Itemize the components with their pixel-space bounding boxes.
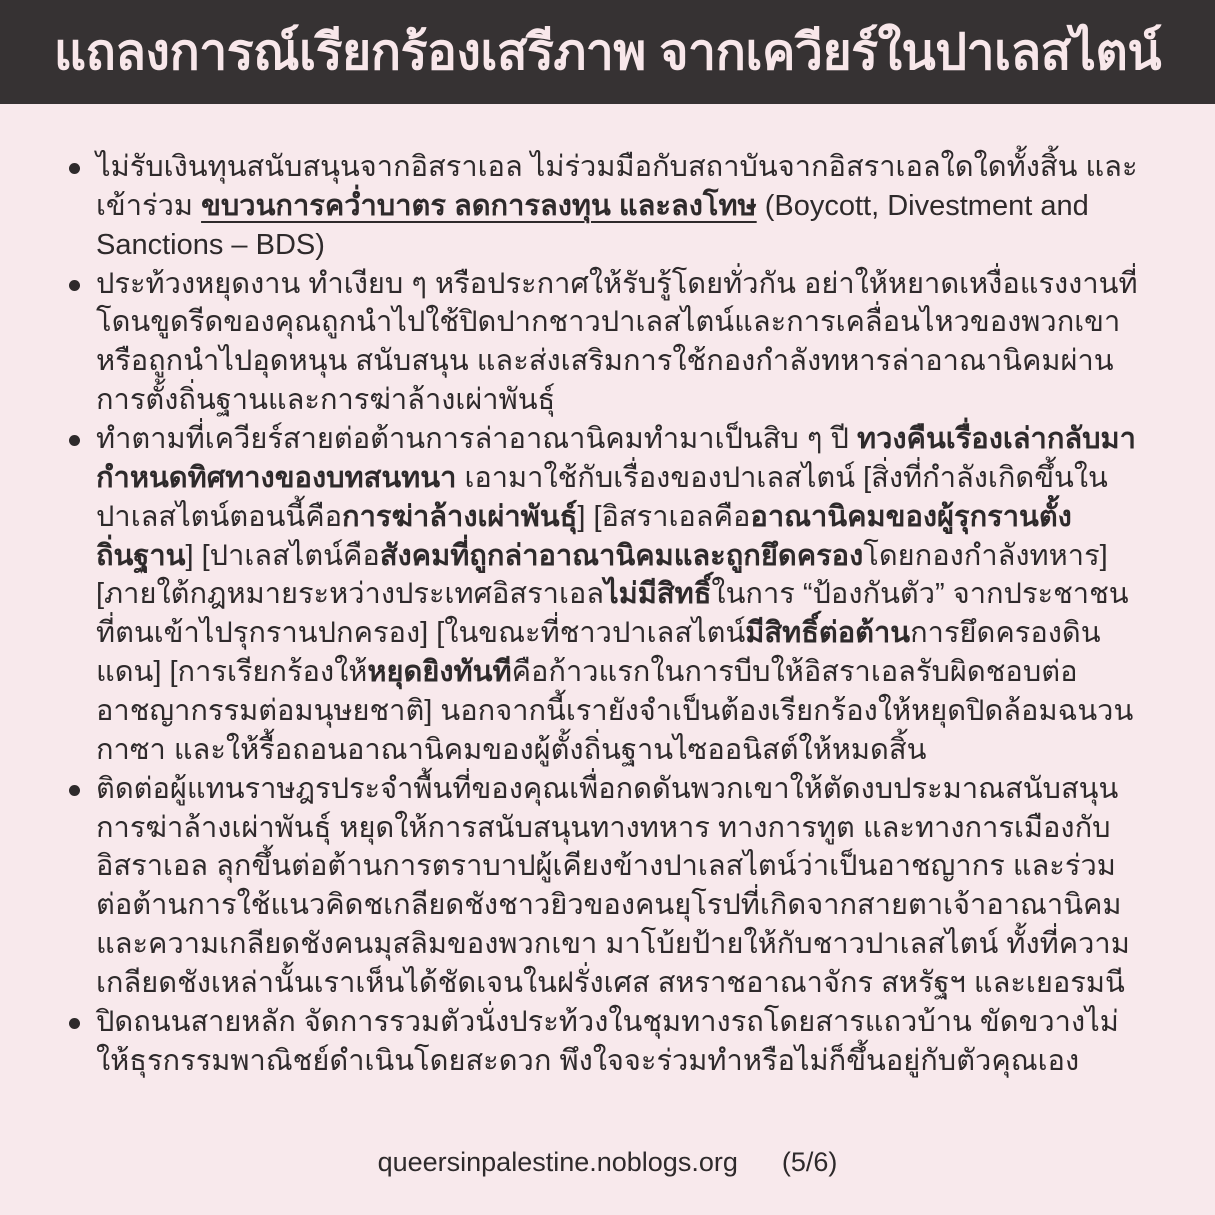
bullet-text-segment: ทำตามที่เควียร์สายต่อต้านการล่าอาณานิคมทำมาเป็นสิบ ๆ ปี <box>96 423 857 456</box>
bullet-text-segment: ไม่มีสิทธิ์ <box>604 578 712 611</box>
bullet-text-segment: อาณานิคมของผู้รุกรานตั้งถิ่นฐาน <box>96 500 1072 572</box>
bullet-text-segment: ] [ปาเลสไตน์คือ <box>185 539 380 572</box>
bullet-item <box>62 1003 1139 1081</box>
bullet-text-segment: เอามาใช้กับเรื่องของปาเลสไตน์ [สิ่งที่กำลังเกิดขึ้นในปาเลสไตน์ตอนนี้คือ <box>96 461 1108 533</box>
footer <box>0 1147 1215 1178</box>
bullet-text-segment: ขบวนการคว่ำบาตร ลดการลงทุน และลงโทษ <box>201 189 757 222</box>
statement-body <box>0 104 1215 1081</box>
bullet-item <box>62 148 1139 265</box>
page-title: แถลงการณ์เรียกร้องเสรีภาพ จากเควียร์ในปาเลสไตน์ <box>53 23 1162 80</box>
title-bar <box>0 0 1215 104</box>
bullet-list <box>62 148 1139 1081</box>
bullet-text-segment: การยึดครองดินแดน] [การเรียกร้องให้ <box>96 617 1101 689</box>
bullet-item <box>62 770 1139 1003</box>
bullet-text-segment: ประท้วงหยุดงาน ทำเงียบ ๆ หรือประกาศให้รับรู้โดยทั่วกัน อย่าให้หยาดเหงื่อแรงงานที่โดนขูดรีดของคุณถูกนำไปใช้ปิดปากชาวปาเลสไตน์และการเคลื่อนไหวของพวกเขา หรือถูกนำไปอุดหนุน สนับสนุน และส่งเสริมการใช้กองกำลังทหารล่าอาณานิคมผ่านการตั้งถิ่นฐานและการฆ่าล้างเผ่าพันธุ์ <box>96 267 1138 417</box>
bullet-text-segment: ในการ “ป้องกันตัว” จากประชาชนที่ตนเข้าไปรุกรานปกครอง] [ในขณะที่ชาวปาเลสไตน์ <box>96 578 1129 650</box>
bullet-text-segment: (Boycott, Divestment and Sanctions – BDS) <box>96 189 1089 261</box>
source-url: queersinpalestine.noblogs.org <box>377 1147 738 1177</box>
bullet-text-segment: การฆ่าล้างเผ่าพันธุ์ <box>342 500 578 533</box>
bullet-item <box>62 420 1139 770</box>
page-indicator: (5/6) <box>781 1147 838 1177</box>
bullet-text-segment: ติดต่อผู้แทนราษฎรประจำพื้นที่ของคุณเพื่อกดดันพวกเขาให้ตัดงบประมาณสนับสนุนการฆ่าล้างเผ่าพันธุ์ หยุดให้การสนับสนุนทางทหาร ทางการทูต และทางการเมืองกับอิสราเอล ลุกขึ้นต่อต้านการตราบาปผู้เคียงข้างปาเลสไตน์ว่าเป็นอาชญากร และร่วมต่อต้านการใช้แนวคิดชเกลียดชังชาวยิวของคนยุโรปที่เกิดจากสายตาเจ้าอาณานิคมและความเกลียดชังคนมุสลิมของพวกเขา มาโบ้ยป้ายให้กับชาวปาเลสไตน์ ทั้งที่ความเกลียดชังเหล่านั้นเราเห็นได้ชัดเจนในฝรั่งเศส สหราชอาณาจักร สหรัฐฯ และเยอรมนี <box>96 772 1130 1000</box>
bullet-text-segment: คือก้าวแรกในการบีบให้อิสราเอลรับผิดชอบต่ออาชญากรรมต่อมนุษยชาติ] นอกจากนี้เรายังจำเป็นต้องเรียกร้องให้หยุดปิดล้อมฉนวนกาซา และให้รื้อถอนอาณานิคมของผู้ตั้งถิ่นฐานไซออนิสต์ให้หมดสิ้น <box>96 656 1134 766</box>
bullet-item <box>62 265 1139 420</box>
bullet-text-segment: โดยกองกำลังทหาร] [ภายใต้กฎหมายระหว่างประเทศอิสราเอล <box>96 539 1108 611</box>
bullet-text-segment: สังคมที่ถูกล่าอาณานิคมและถูกยึดครอง <box>379 539 864 572</box>
bullet-text-segment: หยุดยิงทันที <box>367 656 512 689</box>
bullet-text-segment: ไม่รับเงินทุนสนับสนุนจากอิสราเอล ไม่ร่วมมือกับสถาบันจากอิสราเอลใดใดทั้งสิ้น และเข้าร่วม <box>96 151 1138 222</box>
bullet-text-segment: ] [อิสราเอลคือ <box>577 500 751 533</box>
bullet-text-segment: ทวงคืนเรื่องเล่ากลับมา กำหนดทิศทางของบทสนทนา <box>96 423 1136 494</box>
bullet-text-segment: ปิดถนนสายหลัก จัดการรวมตัวนั่งประท้วงในชุมทางรถโดยสารแถวบ้าน ขัดขวางไม่ให้ธุรกรรมพาณิชย์ดำเนินโดยสะดวก พึงใจจะร่วมทำหรือไม่ก็ขึ้นอยู่กับตัวคุณเอง <box>96 1005 1119 1077</box>
bullet-text-segment: มีสิทธิ์ต่อต้าน <box>745 617 911 650</box>
